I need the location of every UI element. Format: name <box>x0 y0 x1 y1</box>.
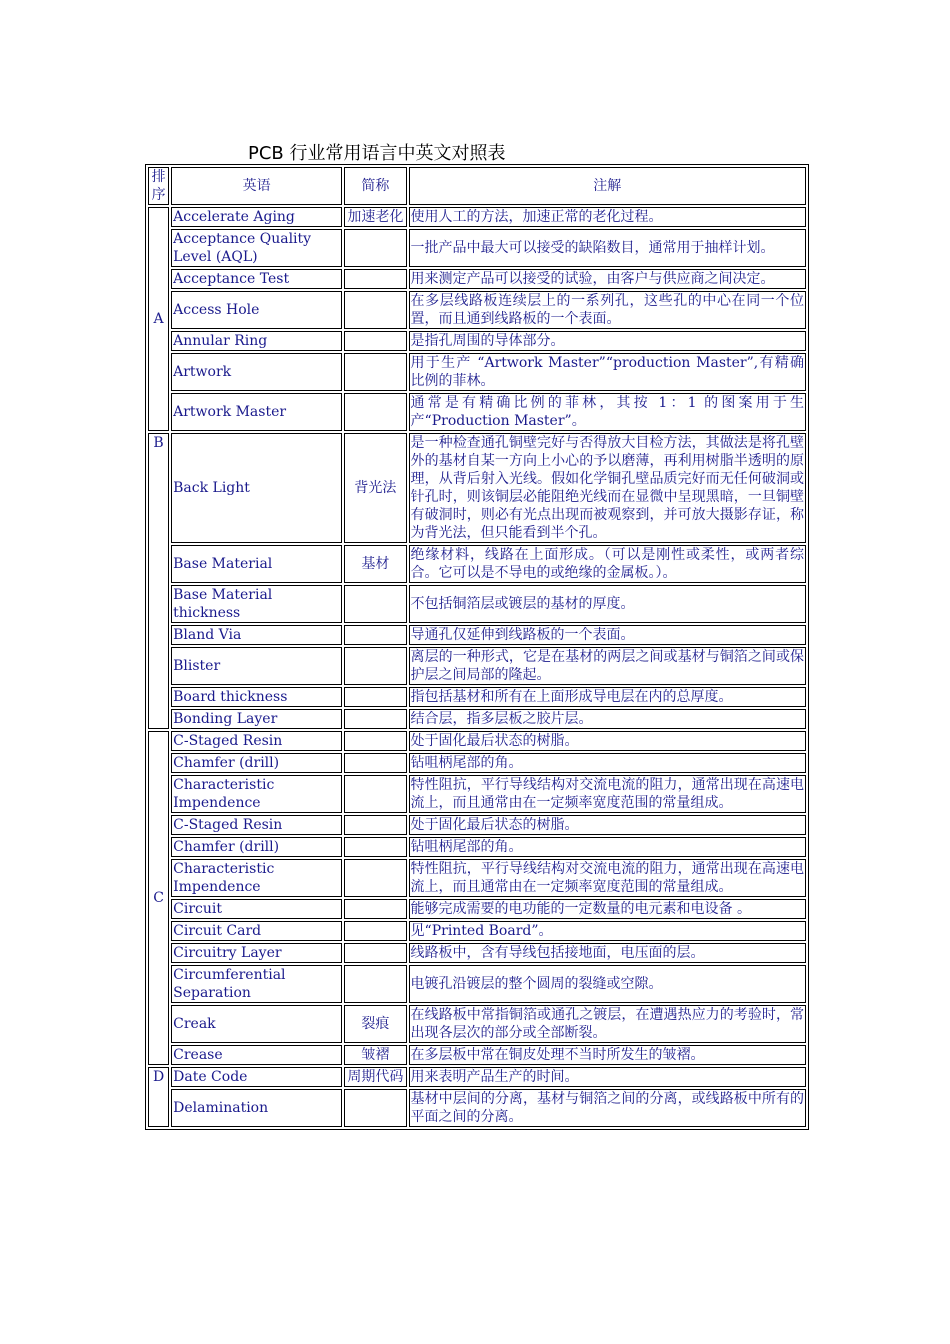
term-abbr <box>344 625 406 645</box>
term-abbr <box>344 353 406 391</box>
term-note: 处于固化最后状态的树脂。 <box>409 815 806 835</box>
term-english: Circuitry Layer <box>171 943 342 963</box>
table-row <box>148 775 806 813</box>
table-row <box>148 269 806 289</box>
term-english: Base Material <box>171 545 342 583</box>
term-note: 用来测定产品可以接受的试验，由客户与供应商之间决定。 <box>409 269 806 289</box>
term-note: 处于固化最后状态的树脂。 <box>409 731 806 751</box>
term-note: 指包括基材和所有在上面形成导电层在内的总厚度。 <box>409 687 806 707</box>
glossary-body <box>148 167 806 1127</box>
term-abbr <box>344 585 406 623</box>
header-note: 注解 <box>409 167 806 205</box>
table-row <box>148 625 806 645</box>
term-abbr: 基材 <box>344 545 406 583</box>
term-note: 在线路板中常指铜箔或通孔之镀层，在遭遇热应力的考验时，常出现各层次的部分或全部断裂。 <box>410 1007 804 1041</box>
term-note: 结合层，指多层板之胶片层。 <box>409 709 806 729</box>
term-abbr <box>344 965 406 1003</box>
term-english: Artwork Master <box>171 393 342 431</box>
term-english: Chamfer (drill) <box>171 837 342 857</box>
term-abbr <box>344 815 406 835</box>
table-row <box>148 229 806 267</box>
term-abbr <box>344 291 406 329</box>
section-letter: D <box>148 1067 169 1127</box>
table-row <box>148 545 806 583</box>
term-english: Acceptance Quality Level (AQL) <box>171 229 342 267</box>
table-row <box>148 1067 806 1087</box>
term-english: Accelerate Aging <box>171 207 342 227</box>
table-row <box>148 331 806 351</box>
table-row <box>148 687 806 707</box>
term-note: 钻咀柄尾部的角。 <box>409 837 806 857</box>
term-abbr <box>344 269 406 289</box>
term-abbr: 加速老化 <box>344 207 406 227</box>
term-english: Circuit Card <box>171 921 342 941</box>
table-row <box>148 899 806 919</box>
term-english: Bland Via <box>171 625 342 645</box>
term-note: 线路板中，含有导线包括接地面，电压面的层。 <box>409 943 806 963</box>
table-row <box>148 353 806 391</box>
term-note: 见“Printed Board”。 <box>409 921 806 941</box>
term-note: 不包括铜箔层或镀层的基材的厚度。 <box>409 585 806 623</box>
term-english: Artwork <box>171 353 342 391</box>
term-note: 离层的一种形式，它是在基材的两层之间或基材与铜箔之间或保护层之间局部的隆起。 <box>410 649 804 683</box>
term-abbr <box>344 393 406 431</box>
term-note: 在多层板中常在铜皮处理不当时所发生的皱褶。 <box>409 1045 806 1065</box>
header-abbr: 简称 <box>344 167 406 205</box>
term-note: 特性阻抗，平行导线结构对交流电流的阻力，通常出现在高速电流上，而且通常由在一定频率宽度范围的常量组成。 <box>410 861 804 895</box>
table-row <box>148 1089 806 1127</box>
term-abbr <box>344 899 406 919</box>
term-english: Access Hole <box>171 291 342 329</box>
term-note: 电镀孔沿镀层的整个圆周的裂缝或空隙。 <box>409 965 806 1003</box>
section-letter: B <box>148 433 169 729</box>
table-row <box>148 393 806 431</box>
term-note: 特性阻抗，平行导线结构对交流电流的阻力，通常出现在高速电流上，而且通常由在一定频率宽度范围的常量组成。 <box>410 777 804 811</box>
term-abbr <box>344 753 406 773</box>
table-row <box>148 943 806 963</box>
term-note: 钻咀柄尾部的角。 <box>409 753 806 773</box>
term-note: 在多层线路板连续层上的一系列孔，这些孔的中心在同一个位置，而且通到线路板的一个表面。 <box>410 293 804 327</box>
term-english: Circuit <box>171 899 342 919</box>
term-english: Crease <box>171 1045 342 1065</box>
term-abbr <box>344 921 406 941</box>
glossary-table <box>145 164 809 1130</box>
table-row <box>148 207 806 227</box>
table-row <box>148 1005 806 1043</box>
term-abbr <box>344 687 406 707</box>
term-abbr: 皱褶 <box>344 1045 406 1065</box>
term-note: 用于生产 “Artwork Master”“production Master”,有精确比例的菲林。 <box>410 355 804 389</box>
term-english: C-Staged Resin <box>171 731 342 751</box>
term-english: Blister <box>171 647 342 685</box>
term-note: 基材中层间的分离，基材与铜箔之间的分离，或线路板中所有的平面之间的分离。 <box>410 1091 804 1125</box>
term-english: Circumferential Separation <box>171 965 342 1003</box>
term-abbr <box>344 775 406 813</box>
term-english: Board thickness <box>171 687 342 707</box>
term-english: Bonding Layer <box>171 709 342 729</box>
term-english: Chamfer (drill) <box>171 753 342 773</box>
term-english: Characteristic Impendence <box>171 859 342 897</box>
table-row <box>148 585 806 623</box>
header-row <box>148 167 806 205</box>
section-letter: A <box>148 207 169 431</box>
table-row <box>148 859 806 897</box>
header-english: 英语 <box>171 167 342 205</box>
table-row <box>148 921 806 941</box>
term-abbr <box>344 647 406 685</box>
header-index: 排序 <box>148 167 169 205</box>
term-abbr <box>344 331 406 351</box>
table-row <box>148 433 806 543</box>
term-note: 能够完成需要的电功能的一定数量的电元素和电设备 。 <box>409 899 806 919</box>
term-english: Back Light <box>171 433 342 543</box>
term-abbr <box>344 731 406 751</box>
term-abbr: 裂痕 <box>344 1005 406 1043</box>
table-row <box>148 753 806 773</box>
term-note: 绝缘材料，线路在上面形成。（可以是刚性或柔性，或两者综合。它可以是不导电的或绝缘的金属板。）。 <box>410 547 804 581</box>
term-note: 通常是有精确比例的菲林，其按 1：1 的图案用于生产“Production Master”。 <box>410 395 804 429</box>
term-english: Delamination <box>171 1089 342 1127</box>
term-english: Date Code <box>171 1067 342 1087</box>
table-row <box>148 837 806 857</box>
term-abbr <box>344 859 406 897</box>
table-row <box>148 1045 806 1065</box>
term-english: Characteristic Impendence <box>171 775 342 813</box>
term-note: 一批产品中最大可以接受的缺陷数目，通常用于抽样计划。 <box>409 229 806 267</box>
term-abbr <box>344 229 406 267</box>
term-english: Base Material thickness <box>171 585 342 623</box>
term-english: Annular Ring <box>171 331 342 351</box>
term-english: Acceptance Test <box>171 269 342 289</box>
page-title: PCB 行业常用语言中英文对照表 <box>248 143 506 164</box>
table-row <box>148 815 806 835</box>
term-abbr: 背光法 <box>344 433 406 543</box>
term-abbr <box>344 837 406 857</box>
table-row <box>148 709 806 729</box>
term-abbr <box>344 709 406 729</box>
term-english: Creak <box>171 1005 342 1043</box>
table-row <box>148 731 806 751</box>
section-letter: C <box>148 731 169 1065</box>
term-note: 使用人工的方法，加速正常的老化过程。 <box>409 207 806 227</box>
term-note: 是一种检查通孔铜壁完好与否得放大目检方法，其做法是将孔壁外的基材自某一方向上小心的予以磨薄，再利用树脂半透明的原理，从背后射入光线。假如化学铜孔壁品质完好而无任何破洞或针孔时，则该铜层必能阻绝光线而在显微中呈现黑暗，一旦铜壁有破洞时，则必有光点出现而被观察到，并可放大摄影存证，称为背光法，但只能看到半个孔。 <box>410 435 804 541</box>
term-note: 导通孔仅延伸到线路板的一个表面。 <box>409 625 806 645</box>
term-abbr: 周期代码 <box>344 1067 406 1087</box>
term-english: C-Staged Resin <box>171 815 342 835</box>
table-row <box>148 965 806 1003</box>
term-abbr <box>344 943 406 963</box>
table-row <box>148 291 806 329</box>
term-note: 是指孔周围的导体部分。 <box>409 331 806 351</box>
term-note: 用来表明产品生产的时间。 <box>409 1067 806 1087</box>
term-abbr <box>344 1089 406 1127</box>
table-row <box>148 647 806 685</box>
